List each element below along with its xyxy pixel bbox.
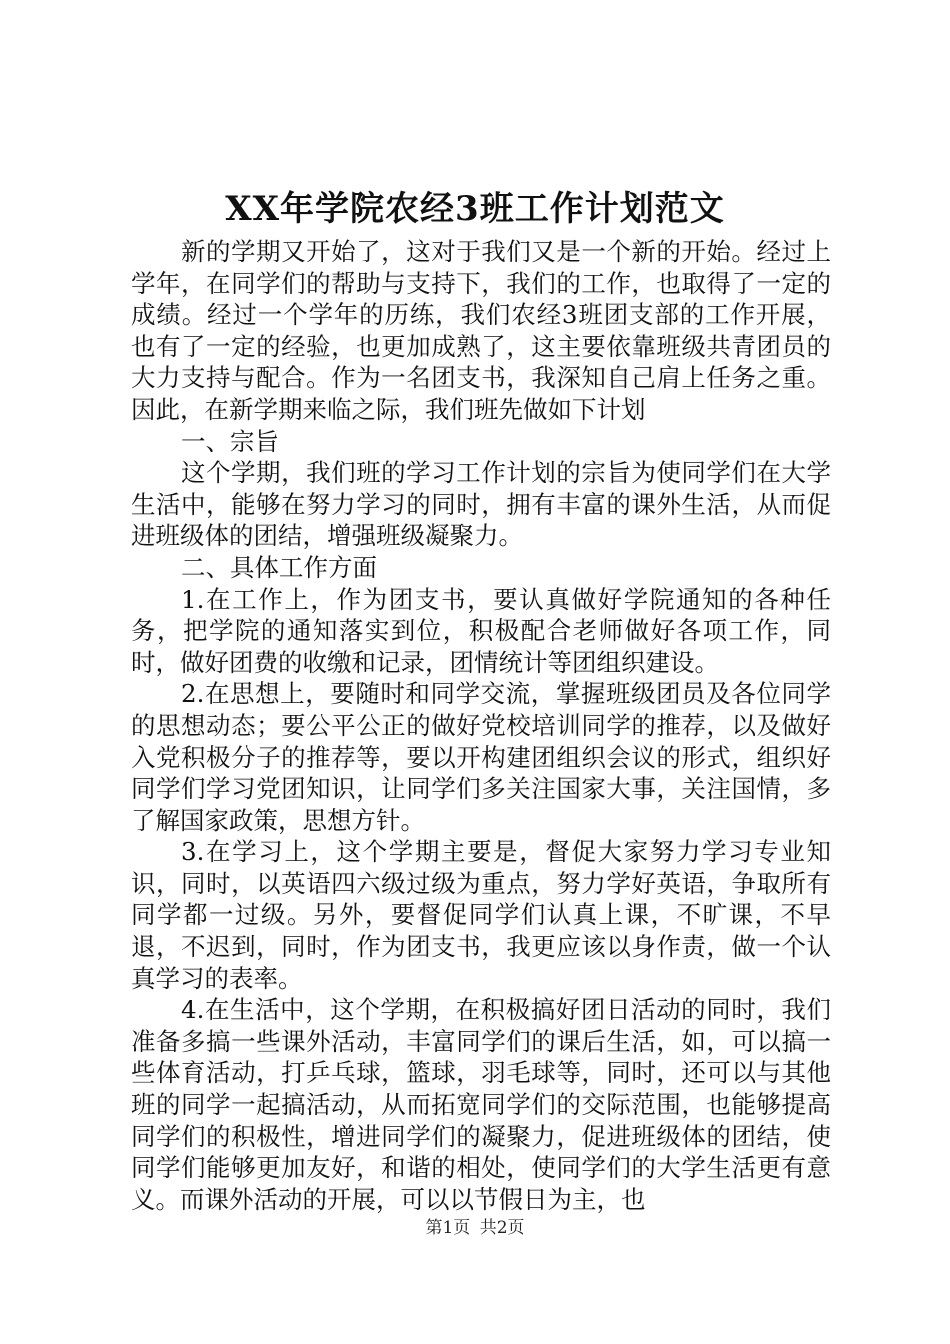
page-total: 共2页	[479, 1218, 525, 1238]
page-number: 第1页	[425, 1218, 471, 1238]
section-heading-purpose: 一、宗旨	[181, 426, 279, 456]
purpose-paragraph: 这个学期，我们班的学习工作计划的宗旨为使同学们在大学生活中，能够在努力学习的同时，拥有丰富的课外生活，从而促进班级体的团结，增强班级凝聚力。	[131, 458, 831, 551]
work-item-3: 3.在学习上，这个学期主要是，督促大家努力学习专业知识，同时，以英语四六级过级为重点，努力学好英语，争取所有同学都一过级。另外，要督促同学们认真上课，不旷课，不早退，不迟到，同时，作为团支书，我更应该以身作责，做一个认真学习的表率。	[131, 837, 831, 993]
section-heading-work: 二、具体工作方面	[181, 552, 377, 582]
work-item-4: 4.在生活中，这个学期，在积极搞好团日活动的同时，我们准备多搞一些课外活动，丰富同学们的课后生活，如，可以搞一些体育活动，打乒乓球，篮球，羽毛球等，同时，还可以与其他班的同学一起搞活动，从而拓宽同学们的交际范围，也能够提高同学们的积极性，增进同学们的凝聚力，促进班级体的团结，使同学们能够更加友好，和谐的相处，使同学们的大学生活更有意义。而课外活动的开展，可以以节假日为主，也	[131, 995, 831, 1214]
document-body	[131, 236, 831, 1215]
work-item-1: 1.在工作上，作为团支书，要认真做好学院通知的各种任务，把学院的通知落实到位，积极配合老师做好各项工作，同时，做好团费的收缴和记录，团情统计等团组织建设。	[131, 584, 831, 677]
intro-paragraph: 新的学期又开始了，这对于我们又是一个新的开始。经过上学年，在同学们的帮助与支持下，我们的工作，也取得了一定的成绩。经过一个学年的历练，我们农经3班团支部的工作开展，也有了一定的经验，也更加成熟了，这主要依靠班级共青团员的大力支持与配合。作为一名团支书，我深知自己肩上任务之重。因此，在新学期来临之际，我们班先做如下计划	[131, 237, 831, 424]
document-title: XX年学院农经3班工作计划范文	[225, 189, 725, 229]
work-item-2: 2.在思想上，要随时和同学交流，掌握班级团员及各位同学的思想动态；要公平公正的做好党校培训同学的推荐，以及做好入党积极分子的推荐等，要以开构建团组织会议的形式，组织好同学们学习党团知识，让同学们多关注国家大事，关注国情，多了解国家政策，思想方针。	[131, 679, 831, 835]
page-footer	[0, 1216, 950, 1240]
